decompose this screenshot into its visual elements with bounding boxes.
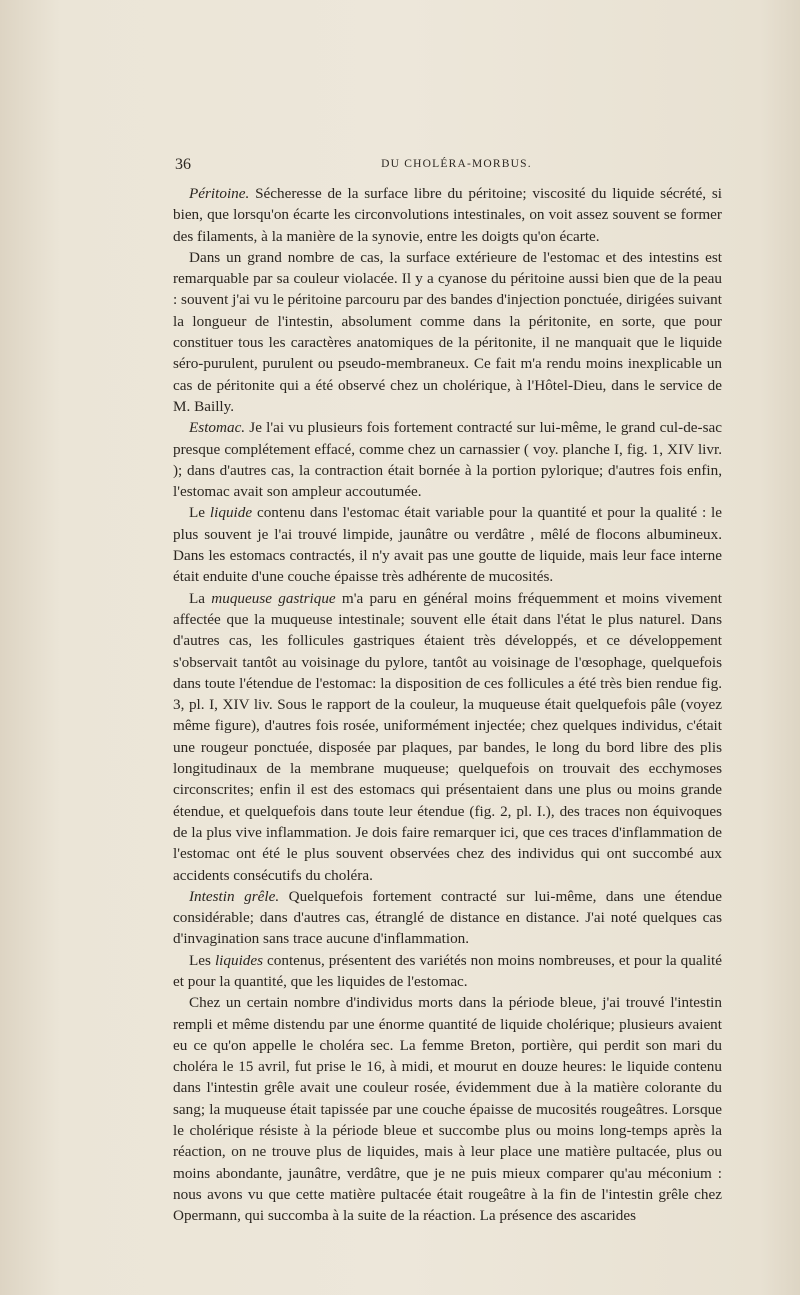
- paragraph-text: Chez un certain nombre d'individus morts dans la période bleue, j'ai trouvé l'intestin rempli et même distendu par une énorme quantité de liquide cholérique; plusieurs avaient eu ce qu'on appelle le choléra sec. La femme Breton, portière, qui perdit son mari du choléra le 15 avril, fut prise le 16, à midi, et mourut en douze heures: le liquide contenu dans l'intestin grêle avait une couleur rosée, évidemment due à la matière colorante du sang; la muqueuse était tapissée par une couche épaisse de mucosités rougeâtres. Lorsque le cholérique résiste à la période bleue et succombe plus ou moins long-temps après la réaction, on ne trouve plus de liquides, mais à leur place une matière pultacée, plus ou moins abondante, jaunâtre, verdâtre, que je ne puis mieux comparer qu'au méconium : nous avons vu que cette matière pultacée était rougeâtre à la fin de l'intestin grêle chez Opermann, qui succomba à la suite de la réaction. La présence des ascarides: [173, 994, 722, 1225]
- paragraph-liquides: [173, 950, 722, 993]
- running-head: DU CHOLÉRA-MORBUS.: [381, 158, 532, 170]
- paragraph-text: contenu dans l'estomac était variable pour la quantité et pour la qualité : le plus souvent je l'ai trouvé limpide, jaunâtre ou verdâtre , mêlé de flocons albumineux. Dans les estomacs contractés, il n'y avait pas une goutte de liquide, mais leur face interne était enduite d'une couche épaisse très adhérente de mucosités.: [173, 504, 722, 586]
- paragraph-prefix: Les: [189, 951, 215, 969]
- paragraph-text: Je l'ai vu plusieurs fois fortement contracté sur lui-même, le grand cul-de-sac presque complétement effacé, comme chez un carnassier ( voy. planche I, fig. 1, XIV livr. ); dans d'autres cas, la contraction était bornée à la portion pylorique; d'autres fois enfin, l'estomac avait son ampleur accoutumée.: [173, 419, 722, 501]
- emphasis-term: liquide: [209, 504, 253, 522]
- section-lead: Intestin grêle.: [189, 887, 280, 905]
- paragraph-prefix: La: [189, 589, 212, 607]
- paragraph-periode-bleue: [173, 992, 722, 1226]
- paragraph-cyanose: [173, 247, 722, 417]
- paragraph-intestin-grele: [173, 886, 722, 950]
- paragraph-estomac: [173, 417, 722, 502]
- paragraph-peritoine: [173, 183, 722, 247]
- page-number: 36: [175, 156, 191, 173]
- paragraph-text: Quelquefois fortement contracté sur lui-même, dans une étendue considérable; dans d'autres cas, étranglé de distance en distance. J'ai noté quelques cas d'invagination sans trace aucune d'inflammation.: [173, 887, 723, 948]
- emphasis-term: muqueuse gastrique: [211, 589, 336, 607]
- paragraph-text: Dans un grand nombre de cas, la surface extérieure de l'estomac et des intestins est remarquable par sa couleur violacée. Il y a cyanose du péritoine aussi bien que de la peau : souvent j'ai vu le péritoine parcouru par des bandes d'injection ponctuée, dirigées suivant la longueur de l'intestin, absolument comme dans la péritonite, en sorte, que pour constituer tous les caractères anatomiques de la péritonite, il ne manquait que le liquide séro-purulent, purulent ou pseudo-membraneux. Ce fait m'a rendu moins inexplicable un cas de péritonite qui a été observé chez un cholérique, à l'Hôtel-Dieu, dans le service de M. Bailly.: [173, 248, 722, 415]
- paragraph-liquide: [173, 502, 722, 587]
- page-header: [173, 156, 720, 176]
- paragraph-text: m'a paru en général moins fréquemment et moins vivement affectée que la muqueuse intestinale; souvent elle était dans l'état le plus naturel. Dans d'autres cas, les follicules gastriques étaient très développés, et ce développement s'observait tantôt au voisinage du pylore, tantôt au voisinage de l'œsophage, quelquefois dans toute l'étendue de l'estomac: la disposition de ces follicules a été très bien rendue fig. 3, pl. I, XIV liv. Sous le rapport de la couleur, la muqueuse était quelquefois pâle (voyez même figure), d'autres fois rosée, uniformément injectée; chez quelques individus, c'était une rougeur ponctuée, disposée par plaques, par bandes, le long du bord libre des plis longitudinaux de la membrane muqueuse; quelquefois on trouvait des ecchymoses circonscrites; enfin il est des estomacs qui présentaient dans une plus ou moins grande étendue, et quelquefois dans toute leur étendue (fig. 2, pl. I.), des traces non équivoques de la plus vive inflammation. Je dois faire remarquer ici, que ces traces d'inflammation de l'estomac ont été le plus souvent observées chez des individus qui ont succombé aux accidents consécutifs du choléra.: [173, 589, 722, 884]
- paragraph-text: Sécheresse de la surface libre du péritoine; viscosité du liquide sécrété, si bien, que lorsqu'on écarte les circonvolutions intestinales, on voit assez souvent se former des filaments, à la manière de la synovie, entre les doigts qu'on écarte.: [173, 185, 722, 245]
- emphasis-term: liquides: [214, 951, 264, 969]
- paragraph-muqueuse: [173, 588, 722, 886]
- body-text: [173, 183, 722, 1227]
- paragraph-text: contenus, présentent des variétés non moins nombreuses, et pour la qualité et pour la quantité, que les liquides de l'estomac.: [173, 951, 722, 990]
- section-lead: Estomac.: [189, 419, 246, 437]
- section-lead: Péritoine.: [189, 185, 250, 202]
- paragraph-prefix: Le: [189, 504, 210, 522]
